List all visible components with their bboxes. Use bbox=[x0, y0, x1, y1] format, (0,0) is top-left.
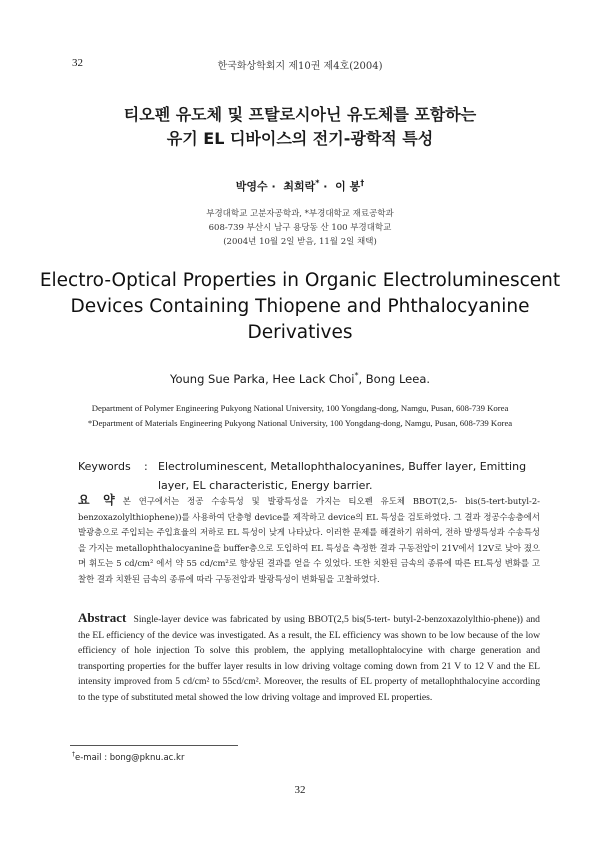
english-abstract-text: Single-layer device was fabricated by using BBOT(2,5 bis(5-tert- butyl-2-benzoxazolylthio-phene)) and the EL efficiency of the device was investigated. As a result, the EL efficiency was shown to be low because of the low efficiency of hole injection To solve this problem, the applying metallophtalocyine with charge generation and transporting properties for the buffer layer results in low driving voltage coming down from 21 V to 12 V and the EL intensity improved from 5 cd/cm² to 55cd/cm². Moreover, the results of EL property of metallophthalocyine according to the type of substituted metal showed the low driving voltage and improved EL properties. bbox=[78, 614, 540, 703]
korean-authors bbox=[0, 178, 600, 194]
korean-author-3-mark: † bbox=[360, 178, 365, 188]
keywords-label: Keywords bbox=[78, 460, 131, 473]
author-separator: · bbox=[271, 180, 276, 193]
english-abstract bbox=[78, 610, 540, 706]
author-separator: · bbox=[323, 180, 328, 193]
korean-received-dates: (2004년 10월 2일 받음, 11월 2일 채택) bbox=[223, 237, 377, 247]
page-number-bottom: 32 bbox=[294, 784, 306, 796]
footnote-email: e-mail : bong@pknu.ac.kr bbox=[75, 752, 185, 763]
korean-title-line-1: 티오펜 유도체 및 프탈로시아닌 유도체를 포함하는 bbox=[123, 105, 477, 124]
korean-title bbox=[0, 103, 600, 151]
english-title-line-3: Derivatives bbox=[247, 322, 353, 343]
author-end-punct: . bbox=[426, 371, 431, 386]
english-abstract-label: Abstract bbox=[78, 610, 127, 625]
korean-affiliation-line-2: 608-739 부산시 남구 용당동 산 100 부경대학교 bbox=[208, 223, 392, 233]
keywords-text: Electroluminescent, Metallophthalocyanines, Buffer layer, Emitting layer, EL characteristic, Energy barrier. bbox=[158, 460, 527, 492]
korean-author-1: 박영수 bbox=[235, 180, 268, 193]
korean-author-3: 이 봉 bbox=[335, 180, 361, 193]
korean-author-2: 최희락 bbox=[283, 180, 316, 193]
footnote-rule bbox=[70, 745, 238, 746]
english-affiliation bbox=[0, 401, 600, 431]
korean-title-line-2: 유기 EL 디바이스의 전기-광학적 특성 bbox=[166, 129, 434, 148]
korean-affiliation bbox=[0, 207, 600, 249]
author-separator: , bbox=[358, 371, 366, 386]
korean-author-2-mark: * bbox=[315, 178, 320, 188]
korean-abstract-label: 요 약 bbox=[78, 493, 117, 507]
korean-abstract-text: 본 연구에서는 정공 수송특성 및 발광특성을 가지는 티오펜 유도체 BBOT(2,5- bis(5-tert-butyl-2-benzoxazolylthiophene))를 사용하여 단층형 device를 제작하고 device의 EL 특성을 검토하였다. 그 결과 정공수송층에서 발광층으로 주입되는 주입효율의 저하로 EL 특성이 낮게 나타났다. 이러한 문제를 해결하기 위하여, 전하 발생특성과 수송특성을 가지는 metallophthalocyanine을 buffer층으로 도입하여 EL 특성을 측정한 결과 구동전압이 21V에서 12V로 낮아 졌으며 휘도는 5 cd/cm² 에서 약 55 cd/cm²로 향상된 결과를 얻을 수 있었다. 또한 치환된 금속의 종류에 따른 EL특성 변화를 고찰한 결과 치환된 금속의 종류에 따라 구동전압과 발광특성이 변화됨을 고찰하였다. bbox=[78, 496, 540, 584]
english-authors bbox=[0, 371, 600, 386]
author-separator: , bbox=[265, 371, 273, 386]
footnote-mark: † bbox=[72, 751, 75, 758]
english-title-line-2: Devices Containing Thiopene and Phthalocyanine bbox=[70, 296, 530, 317]
english-affiliation-line-1: Department of Polymer Engineering Pukyong National University, 100 Yongdang-dong, Namgu, Pusan, 608-739 Korea bbox=[91, 403, 509, 413]
english-author-3: Bong Leea bbox=[365, 371, 427, 386]
english-author-2: Hee Lack Choi bbox=[272, 371, 355, 386]
english-author-1: Young Sue Parka bbox=[169, 371, 266, 386]
korean-abstract bbox=[78, 493, 540, 587]
footnote bbox=[72, 751, 184, 763]
english-affiliation-line-2: *Department of Materials Engineering Pukyong National University, 100 Yongdang-dong, Namgu, Pusan, 608-739 Korea bbox=[87, 418, 513, 428]
page-number-top: 32 bbox=[72, 57, 83, 69]
keywords-colon: : bbox=[144, 460, 148, 473]
english-title-line-1: Electro-Optical Properties in Organic Electroluminescent bbox=[39, 270, 561, 291]
korean-affiliation-line-1: 부경대학교 고분자공학과, *부경대학교 재료공학과 bbox=[206, 209, 394, 219]
running-head: 한국화상학회지 제10권 제4호(2004) bbox=[217, 61, 383, 72]
english-author-2-mark: * bbox=[354, 371, 359, 380]
english-title bbox=[0, 268, 600, 346]
